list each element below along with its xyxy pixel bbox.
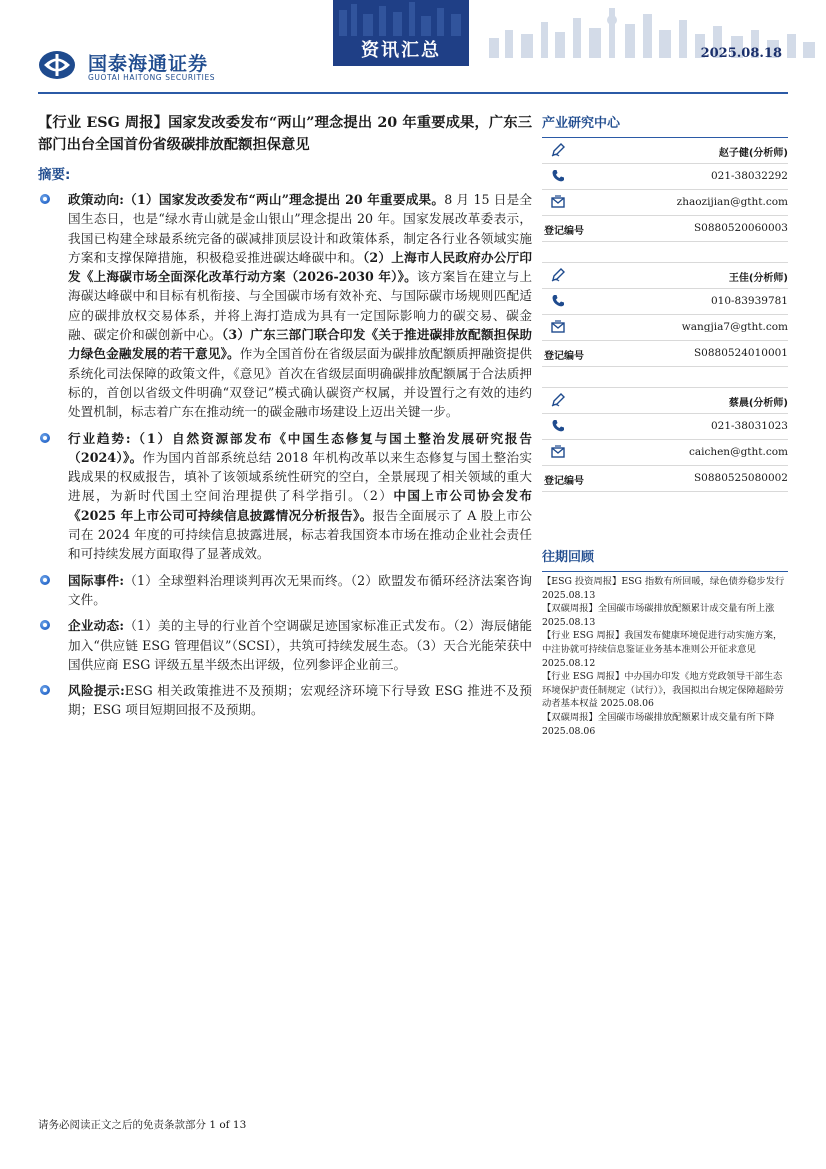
reg-label: 登记编号 <box>544 226 584 237</box>
analyst-row <box>542 440 788 466</box>
analyst-phone: 010-83939781 <box>710 295 788 307</box>
analyst-list <box>542 138 788 492</box>
phone-icon <box>550 418 566 434</box>
bullet-icon <box>40 194 50 204</box>
page-footer: 请务必阅读正文之后的免责条款部分 1 of 13 <box>38 1119 247 1131</box>
section-body-text: 8 月 15 日是全国生态日，也是“绿水青山就是金山银山”理念提出 20 年。国家发展改革委表示，我国已构建全球最系统完备的碳减排顶层设计和政策体系，制定各行业各领域实施方案和支撑保障措施，积极稳妥推进碳达峰碳中和。 <box>68 192 532 265</box>
phone-icon <box>550 293 566 309</box>
logo-cn-text: 国泰海通证券 <box>88 53 209 75</box>
section-heading-text: （2）上海市人民政府办公厅印发《上海碳市场全面深化改革行动方案（2026-2030 年）》。 <box>68 249 533 285</box>
mail-icon <box>550 444 566 460</box>
analyst-card <box>542 242 788 367</box>
report-title: 【行业 ESG 周报】国家发改委发布“两山”理念提出 20 年重要成果，广东三部门出台全国首份省级碳排放配额担保意见 <box>38 115 532 153</box>
analyst-spacer <box>542 367 788 388</box>
bullet-icon <box>40 433 50 443</box>
bullet-icon <box>40 620 50 630</box>
analyst-reg-number: S0880524010001 <box>693 347 788 359</box>
analyst-email[interactable]: wangjia7@gtht.com <box>681 321 788 333</box>
analyst-row <box>542 289 788 315</box>
summary-section <box>38 190 532 422</box>
mail-icon <box>550 319 566 335</box>
summary-sections <box>38 190 532 720</box>
section-body-text: （1）美的主导的行业首个空调碳足迹国家标准正式发布。（2）海辰储能加入“供应链 ESG 管理倡议”（SCSI），共筑可持续发展生态。（3）天合光能荣获中国供应商 ESG 评级五星半级杰出评级，位列参评企业前三。 <box>68 618 532 672</box>
past-reports-title: 往期回顾 <box>542 546 788 572</box>
summary-section <box>38 681 532 720</box>
section-heading-text: 中国上市公司协会发布《2025 年上市公司可持续信息披露情况分析报告》。 <box>68 488 532 523</box>
bullet-icon <box>40 575 50 585</box>
section-body-text: （1）全球塑料治理谈判再次无果而终。（2）欧盟发布循环经济法案咨询文件。 <box>68 572 532 607</box>
analyst-row <box>542 216 788 242</box>
section-body-text: 报告全面展示了 A 股上市公司在 2024 年度的可持续信息披露进展，标志着我国资本市场在推动企业社会责任和可持续发展方面取得了显著成效。 <box>68 507 532 562</box>
category-banner <box>333 0 469 66</box>
section-body-text: 作为国内首部系统总结 2018 年机构改革以来生态修复与国土整治实践成果的权威报告，填补了该领域系统性研究的空白，全景展现了相关领域的重大进展，为新时代国土空间治理提供了科学指引。（2） <box>68 449 533 504</box>
summary-label: 摘要: <box>38 167 71 183</box>
report-main <box>38 112 532 720</box>
section-heading-text: （3）广东三部门联合印发《关于推进碳排放配额担保助力绿色金融发展的若干意见》。 <box>68 327 532 362</box>
analyst-reg-number: S0880525080002 <box>693 472 788 484</box>
analyst-row <box>542 138 788 164</box>
banner-title: 资讯汇总 <box>361 40 441 61</box>
analyst-row <box>542 388 788 414</box>
section-heading-text: 国际事件: <box>68 572 124 588</box>
header-skyline-graphic <box>469 0 826 90</box>
section-body-text: 该方案旨在建立与上海碳达峰碳中和目标有机衔接、与全国碳市场有效补充、与国际碳市场规则匹配适应的碳排放权交易体系，并将上海打造成为具有一定国际影响力的碳交易、碳金融、碳定价和碳创新中心。 <box>68 269 532 343</box>
logo-en-text: GUOTAI HAITONG SECURITIES <box>88 73 216 82</box>
summary-section <box>38 429 532 564</box>
analyst-name: 王佳(分析师) <box>728 273 788 284</box>
publish-date: 2025.08.18 <box>700 46 782 61</box>
company-logo <box>38 48 258 84</box>
bullet-icon <box>40 685 50 695</box>
header-divider <box>38 92 788 94</box>
analyst-spacer <box>542 242 788 263</box>
logo-mark-icon <box>38 50 76 80</box>
past-report-link[interactable]: 【行业 ESG 周报】中办国办印发《地方党政领导干部生态环境保护责任制规定（试行）》，我国拟出台规定保障超龄劳动者基本权益 2025.08.06 <box>542 671 784 710</box>
past-report-link[interactable]: 【行业 ESG 周报】我国发布健康环境促进行动实施方案，中注协就可持续信息鉴证业务基本准则公开征求意见 2025.08.12 <box>542 630 783 669</box>
mail-icon <box>550 194 566 210</box>
summary-section <box>38 616 532 674</box>
analyst-row <box>542 263 788 289</box>
section-body-text: ESG 相关政策推进不及预期；宏观经济环境下行导致 ESG 推进不及预期；ESG 项目短期回报不及预期。 <box>68 683 532 718</box>
summary-section <box>38 571 532 610</box>
page-header <box>0 0 826 96</box>
past-report-link[interactable]: 【双碳周报】全国碳市场碳排放配额累计成交量有所上涨 2025.08.13 <box>542 603 775 628</box>
analyst-row <box>542 190 788 216</box>
section-heading-text: 企业动态: <box>68 618 124 634</box>
past-report-link[interactable]: 【双碳周报】全国碳市场碳排放配额累计成交量有所下降 2025.08.06 <box>542 711 775 737</box>
analyst-name: 蔡晨(分析师) <box>728 398 788 409</box>
reg-label: 登记编号 <box>544 351 584 362</box>
past-reports-list <box>542 575 788 738</box>
analyst-card <box>542 367 788 492</box>
pen-icon <box>550 142 566 158</box>
analyst-phone: 021-38031023 <box>710 420 788 432</box>
analyst-card <box>542 138 788 242</box>
past-report-link[interactable]: 【ESG 投资周报】ESG 指数有所回暖，绿色债券稳步发行 2025.08.13 <box>542 576 785 601</box>
research-center-title: 产业研究中心 <box>542 112 788 138</box>
pen-icon <box>550 392 566 408</box>
analyst-email[interactable]: zhaozijian@gtht.com <box>676 196 788 208</box>
section-heading-text: 行业趋势:（1）自然资源部发布《中国生态修复与国土整治发展研究报告（2024）》。 <box>68 430 532 465</box>
analyst-reg-number: S0880520060003 <box>693 222 788 234</box>
phone-icon <box>550 168 566 184</box>
analyst-row <box>542 315 788 341</box>
pen-icon <box>550 267 566 283</box>
section-body-text: 作为全国首份在省级层面为碳排放配额质押融资提供系统化司法保障的政策文件，《意见》首次在省级层面明确碳排放配额属于合法质押标的，首创以省级文件明确“双登记”模式确认碳资产权属，并设置行之有效的违约处置机制，标志着广东在推动统一的碳金融市场建设上迈出关键一步。 <box>68 346 533 420</box>
analyst-email[interactable]: caichen@gtht.com <box>688 446 788 458</box>
analyst-row <box>542 341 788 367</box>
analyst-row <box>542 414 788 440</box>
sidebar <box>542 112 788 738</box>
section-heading-text: 政策动向:（1）国家发改委发布“两山”理念提出 20 年重要成果。 <box>68 192 445 207</box>
analyst-row <box>542 466 788 492</box>
section-heading-text: 风险提示: <box>68 683 125 699</box>
analyst-phone: 021-38032292 <box>710 170 788 182</box>
reg-label: 登记编号 <box>544 476 584 487</box>
analyst-row <box>542 164 788 190</box>
analyst-name: 赵子健(分析师) <box>718 148 788 159</box>
